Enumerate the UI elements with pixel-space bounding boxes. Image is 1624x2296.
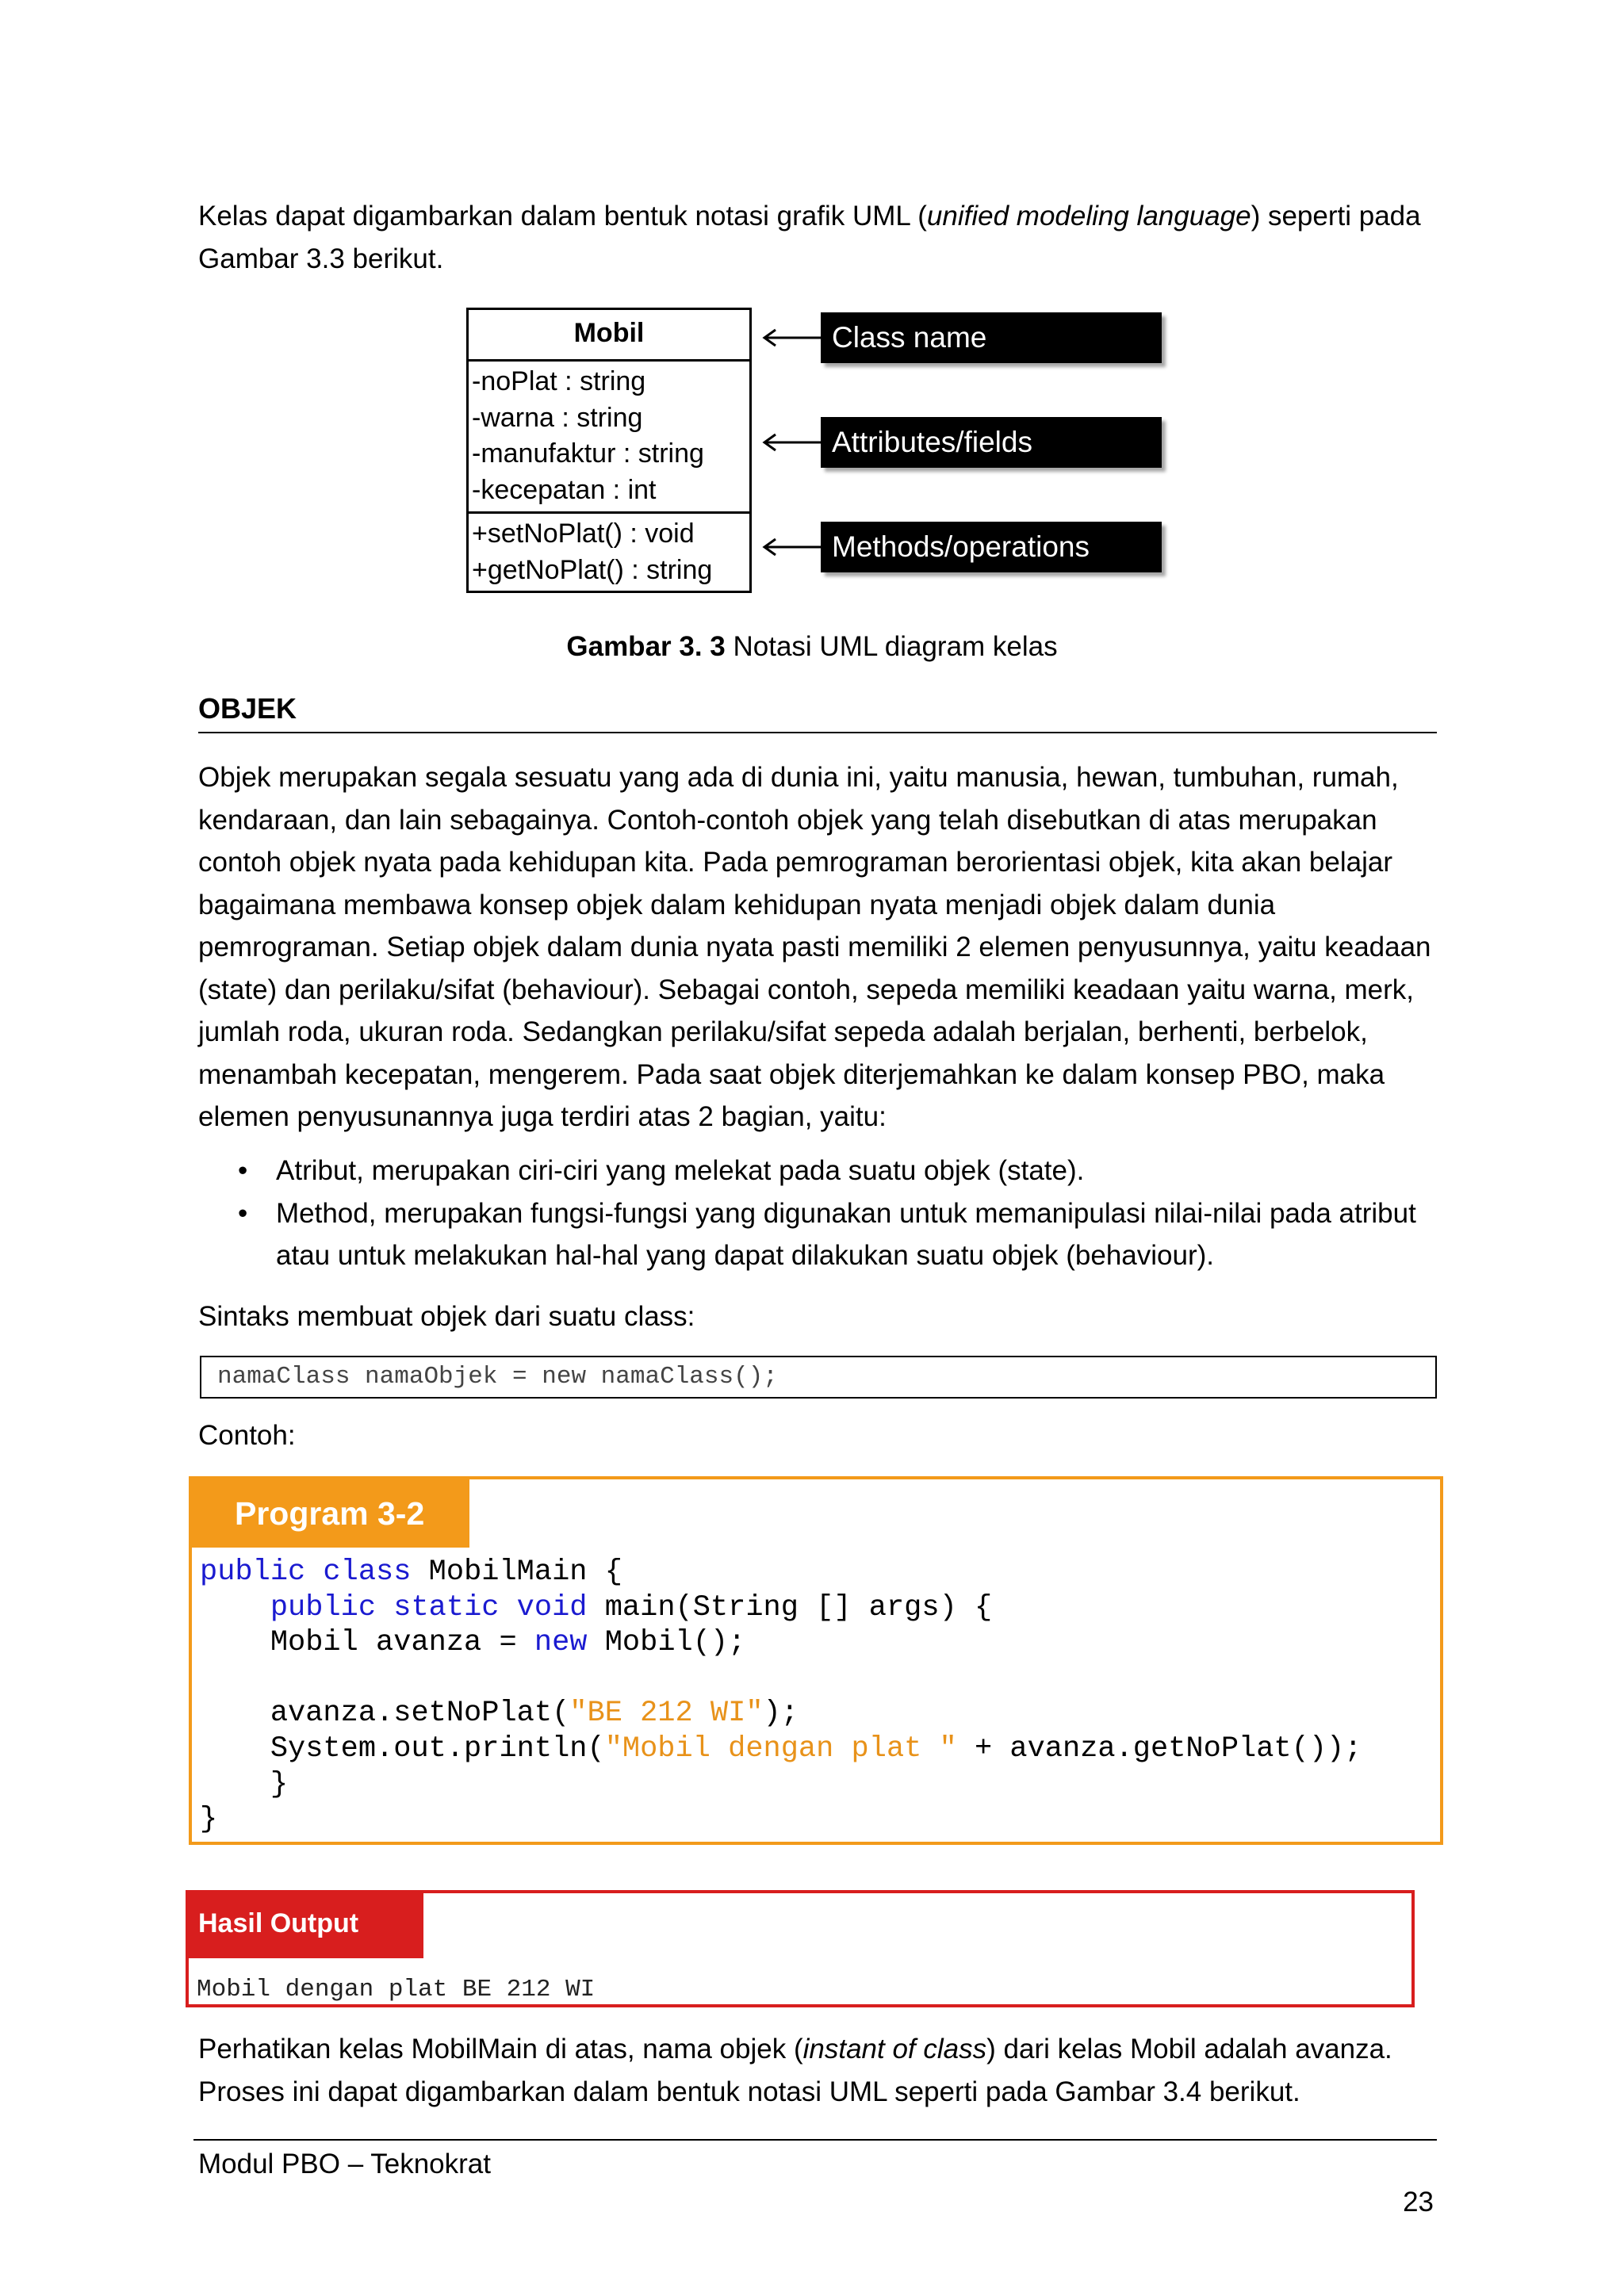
program-title: Program 3-2 <box>192 1479 469 1548</box>
output-text: Mobil dengan plat BE 212 WI <box>197 1976 596 2003</box>
uml-arrows <box>753 301 829 571</box>
output-box <box>186 1890 1415 2007</box>
syntax-code-box: namaClass namaObjek = new namaClass(); <box>200 1356 1437 1399</box>
uml-class-name: Mobil <box>573 318 645 348</box>
syntax-intro: Sintaks membuat objek dari suatu class: <box>198 1301 695 1332</box>
list-item: • Atribut, merupakan ciri-ciri yang melekat pada suatu objek (state). <box>238 1150 1435 1192</box>
section-divider <box>198 732 1437 733</box>
output-title: Hasil Output <box>189 1893 423 1958</box>
footer-text: Modul PBO – Teknokrat <box>198 2149 491 2179</box>
list-item: • Method, merupakan fungsi-fungsi yang digunakan untuk memanipulasi nilai-nilai pada atribut atau untuk melakukan hal-hal yang dapat dilakukan suatu objek (behaviour). <box>238 1192 1435 1277</box>
uml-divider <box>469 359 749 362</box>
closing-paragraph: Perhatikan kelas MobilMain di atas, nama objek (instant of class) dari kelas Mobil adalah avanza. Proses ini dapat digambarkan dalam bentuk notasi UML seperti pada Gambar 3.4 berikut. <box>198 2034 1392 2107</box>
label-attributes: Attributes/fields <box>821 417 1162 468</box>
example-label: Contoh: <box>198 1420 296 1451</box>
bullet-icon: • <box>238 1197 248 1229</box>
uml-class-diagram <box>466 308 752 593</box>
objek-paragraph: Objek merupakan segala sesuatu yang ada di dunia ini, yaitu manusia, hewan, tumbuhan, rumah, kendaraan, dan lain sebagainya. Contoh-contoh objek yang telah disebutkan di atas merupakan contoh objek nyata pada kehidupan kita. Pada pemrograman berorientasi objek, kita akan belajar bagaimana membawa konsep objek dalam kehidupan nyata menjadi objek dalam dunia pemrograman. Setiap objek dalam dunia nyata pasti memiliki 2 elemen penyusunnya, yaitu keadaan (state) dan perilaku/sifat (behaviour). Sebagai contoh, sepeda memiliki keadaan yaitu warna, merk, jumlah roda, ukuran roda. Sedangkan perilaku/sifat sepeda adalah berjalan, berhenti, berbelok, menambah kecepatan, mengerem. Pada saat objek diterjemahkan ke dalam konsep PBO, maka elemen penyusunannya juga terdiri atas 2 bagian, yaitu: <box>198 762 1431 1132</box>
uml-divider <box>469 511 749 514</box>
uml-methods: +setNoPlat() : void +getNoPlat() : string <box>472 519 713 585</box>
section-title: OBJEK <box>198 692 297 725</box>
program-box <box>189 1476 1443 1845</box>
bullet-list <box>238 1150 1435 1277</box>
program-code: public class MobilMain { public static void main(String [] args) { Mobil avanza = new Mobil(); avanza.setNoPlat("BE 212 WI"); System.out.println("Mobil dengan plat " + avanza.getNoPlat()); } } <box>200 1556 1362 1837</box>
label-class-name: Class name <box>821 312 1162 363</box>
figure-caption: Gambar 3. 3 Notasi UML diagram kelas <box>566 631 1058 662</box>
footer-divider <box>193 2139 1437 2141</box>
uml-attributes: -noPlat : string -warna : string -manufaktur : string -kecepatan : int <box>472 366 704 505</box>
intro-paragraph: Kelas dapat digambarkan dalam bentuk notasi grafik UML (unified modeling language) seperti pada Gambar 3.3 berikut. <box>198 201 1421 274</box>
page-number: 23 <box>1403 2187 1434 2218</box>
label-methods: Methods/operations <box>821 522 1162 572</box>
bullet-icon: • <box>238 1155 248 1186</box>
